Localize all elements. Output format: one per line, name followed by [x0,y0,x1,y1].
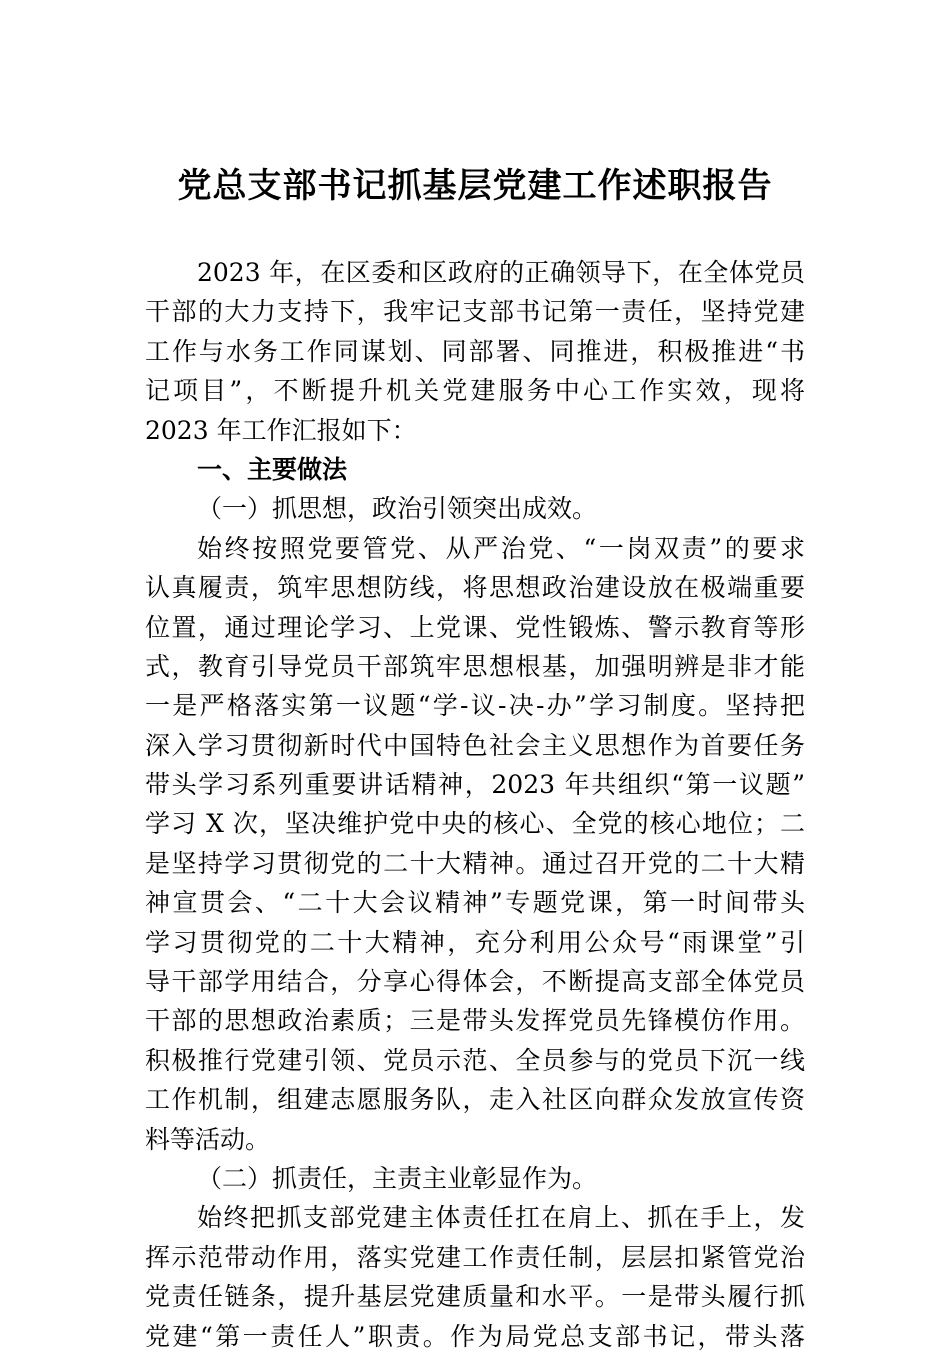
body-line: 工作与水务工作同谋划、同部署、同推进，积极推进“书 [145,336,805,366]
document-body [145,253,805,1356]
body-line: 积极推行党建引领、党员示范、全员参与的党员下沉一线 [145,1045,805,1075]
body-line: 神宣贯会、“二十大会议精神”专题党课，第一时间带头 [145,888,805,918]
body-line: 工作机制，组建志愿服务队，走入社区向群众发放宣传资 [145,1085,805,1115]
body-line: 干部的大力支持下，我牢记支部书记第一责任，坚持党建 [145,297,805,327]
body-line: 学习贯彻党的二十大精神，充分利用公众号“雨课堂”引 [145,927,805,957]
body-line: 导干部学用结合，分享心得体会，不断提高支部全体党员 [145,967,805,997]
body-line: 始终把抓支部党建主体责任扛在肩上、抓在手上，发 [197,1203,805,1233]
body-line: 深入学习贯彻新时代中国特色社会主义思想作为首要任务 [145,730,805,760]
body-line: （二）抓责任，主责主业彰显作为。 [197,1163,598,1193]
body-line: 党建“第一责任人”职责。作为局党总支部书记，带头落 [145,1321,805,1351]
body-line: 式，教育引导党员干部筑牢思想根基，加强明辨是非才能 [145,651,805,681]
body-line: 2023 年工作汇报如下： [145,415,417,445]
section-heading: 一、主要做法 [197,454,348,484]
body-line: 料等活动。 [145,1124,271,1154]
body-line: （一）抓思想，政治引领突出成效。 [197,494,598,524]
body-line: 是坚持学习贯彻党的二十大精神。通过召开党的二十大精 [145,848,805,878]
body-line: 记项目”，不断提升机关党建服务中心工作实效，现将 [145,376,805,406]
body-line: 干部的思想政治素质；三是带头发挥党员先锋模仿作用。 [145,1006,805,1036]
body-line: 认真履责，筑牢思想防线，将思想政治建设放在极端重要 [145,573,805,603]
body-line: 2023 年，在区委和区政府的正确领导下，在全体党员 [197,258,805,287]
body-line: 党责任链条，提升基层党建质量和水平。一是带头履行抓 [145,1282,805,1312]
body-line: 始终按照党要管党、从严治党、“一岗双责”的要求 [197,533,805,563]
body-line: 挥示范带动作用，落实党建工作责任制，层层扣紧管党治 [145,1242,805,1272]
body-line: 一是严格落实第一议题“学-议-决-办”学习制度。坚持把 [145,691,805,721]
body-line: 带头学习系列重要讲话精神，2023 年共组织“第一议题” [145,770,805,800]
document-title: 党总支部书记抓基层党建工作述职报告 [177,166,773,206]
body-line: 学习 X 次，坚决维护党中央的核心、全党的核心地位；二 [145,809,805,839]
body-line: 位置，通过理论学习、上党课、党性锻炼、警示教育等形 [145,612,805,642]
